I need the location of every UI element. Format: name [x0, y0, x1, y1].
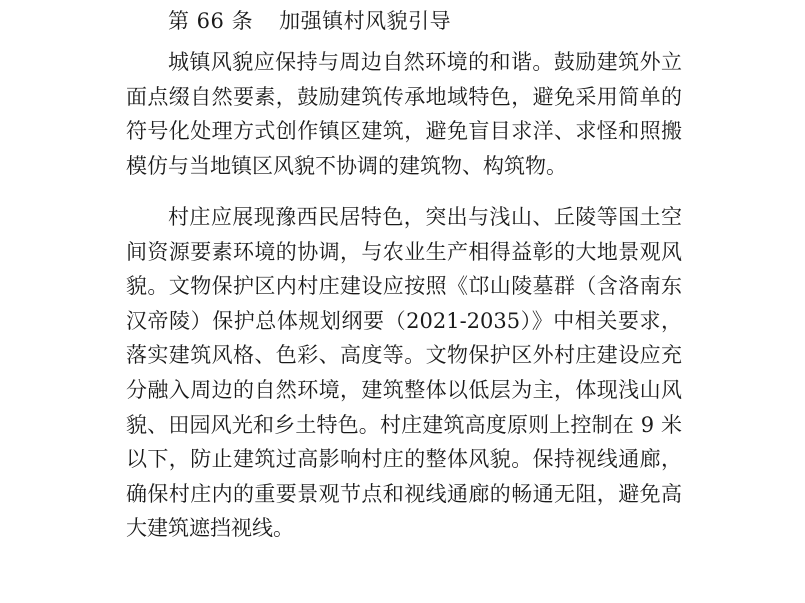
article-number: 第 66 条: [168, 9, 254, 33]
paragraph-village-style: 村庄应展现豫西民居特色，突出与浅山、丘陵等国土空间资源要素环境的协调，与农业生产相得益彰的大地景观风貌。文物保护区内村庄建设应按照《邙山陵墓群（含洛南东汉帝陵）保护总体规划纲要（2021-2035）》中相关要求，落实建筑风格、色彩、高度等。文物保护区外村庄建设应充分融入周边的自然环境，建筑整体以低层为主，体现浅山风貌、田园风光和乡土特色。村庄建筑高度原则上控制在 9 米以下，防止建筑过高影响村庄的整体风貌。保持视线通廊，确保村庄内的重要景观节点和视线通廊的畅通无阻，避免高大建筑遮挡视线。: [126, 205, 682, 541]
article-title: 加强镇村风貌引导: [279, 9, 452, 33]
paragraph-town-style: 城镇风貌应保持与周边自然环境的和谐。鼓励建筑外立面点缀自然要素，鼓励建筑传承地域特色，避免采用简单的符号化处理方式创作镇区建筑，避免盲目求洋、求怪和照搬模仿与当地镇区风貌不协调的建筑物、构筑物。: [126, 50, 682, 178]
article-heading: [168, 6, 451, 36]
